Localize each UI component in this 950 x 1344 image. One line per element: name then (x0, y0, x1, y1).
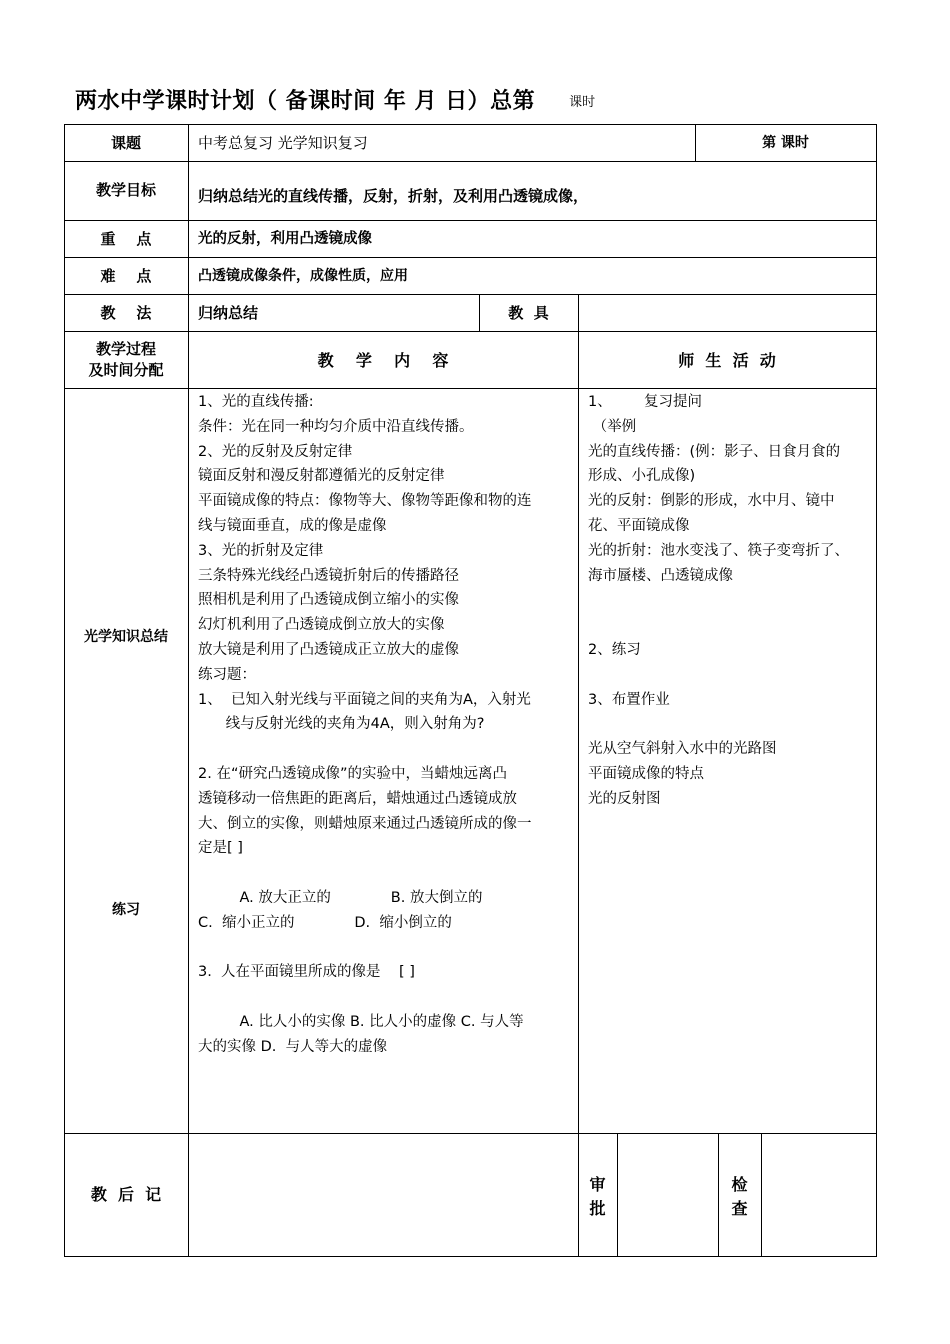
content-line (198, 985, 532, 1010)
activity-line: 光的直线传播：(例：影子、日食月食的 (588, 443, 841, 460)
page-title (75, 84, 595, 115)
content-line: 大、倒立的实像，则蜡烛原来通过凸透镜所成的像一 (198, 815, 532, 832)
teaching-content (198, 390, 532, 1060)
afterword-label: 教 后 记 (90, 1185, 162, 1204)
content-line: 3、光的折射及定律 (198, 542, 324, 559)
content-line: 幻灯机利用了凸透镜成倒立放大的实像 (198, 617, 445, 634)
content-line: 2、光的反射及反射定律 (198, 443, 353, 460)
summary-section-label: 光学知识总结 (84, 629, 168, 645)
check-line1: 检 (731, 1175, 748, 1194)
content-line: C. 缩小正立的 D. 缩小倒立的 (198, 914, 452, 931)
column-divider (188, 124, 189, 1257)
content-line: 大的实像 D. 与人等大的虚像 (198, 1038, 388, 1055)
topic-value: 中考总复习 光学知识复习 (198, 134, 368, 152)
content-header: 教 学 内 容 (317, 351, 449, 370)
objective-value: 归纳总结光的直线传播，反射，折射，及利用凸透镜成像， (198, 187, 589, 205)
table-border-right (876, 124, 877, 1257)
content-line (198, 936, 532, 961)
content-line: 三条特殊光线经凸透镜折射后的传播路径 (198, 567, 459, 584)
content-line: 线与镜面垂直，成的像是虚像 (198, 517, 387, 534)
content-line: 2. 在“研究凸透镜成像”的实验中，当蜡烛远离凸 (198, 765, 507, 782)
content-line: 镜面反射和漫反射都遵循光的反射定律 (198, 468, 445, 485)
activity-line: 光从空气斜射入水中的光路图 (588, 741, 777, 758)
row-divider (64, 388, 877, 389)
content-line: 线与反射光线的夹角为4A，则入射角为? (198, 716, 485, 733)
row-divider (64, 220, 877, 221)
row-divider (64, 1133, 877, 1134)
table-border-top (64, 124, 877, 125)
table-border-bottom (64, 1256, 877, 1257)
title-suffix: 课时 (569, 95, 596, 110)
activity-line (588, 613, 849, 638)
method-label: 教 法 (100, 304, 152, 322)
row-divider (64, 331, 877, 332)
content-line: 3. 人在平面镜里所成的像是 [ ] (198, 964, 415, 981)
content-line (198, 737, 532, 762)
content-line: A. 比人小的实像 B. 比人小的虚像 C. 与人等 (198, 1013, 524, 1030)
activity-line (588, 588, 849, 613)
key-point-label: 重 点 (100, 230, 152, 248)
difficulty-label: 难 点 (100, 267, 152, 285)
activity-line: 光的折射：池水变浅了、筷子变弯折了、 (588, 542, 849, 559)
topic-label: 课题 (110, 134, 141, 152)
content-line: 1、光的直线传播: (198, 394, 314, 410)
activity-header: 师 生 活 动 (678, 351, 776, 370)
table-border-left (64, 124, 65, 1257)
process-label-line2: 及时间分配 (88, 361, 164, 379)
activity-line: 形成、小孔成像) (588, 468, 696, 485)
content-line: 1、 已知入射光线与平面镜之间的夹角为A，入射光 (198, 691, 531, 708)
content-line: 平面镜成像的特点：像物等大、像物等距像和物的连 (198, 493, 532, 510)
column-divider (578, 294, 579, 1257)
difficulty-value: 凸透镜成像条件，成像性质，应用 (198, 268, 408, 284)
column-divider (761, 1133, 762, 1257)
content-line (198, 861, 532, 886)
check-label (718, 1173, 761, 1221)
content-line: 定是[ ] (198, 840, 243, 857)
content-line: 练习题： (198, 666, 256, 683)
activity-line: 光的反射：倒影的形成，水中月、镜中 (588, 493, 835, 510)
activity-line: 光的反射图 (588, 790, 661, 807)
approve-line2: 批 (589, 1199, 606, 1218)
row-divider (64, 257, 877, 258)
method-value: 归纳总结 (198, 304, 259, 322)
column-divider (617, 1133, 618, 1257)
activity-line (588, 663, 849, 688)
row-divider (64, 161, 877, 162)
practice-section-label: 练习 (112, 902, 140, 918)
content-line: A. 放大正立的 B. 放大倒立的 (198, 889, 483, 906)
lesson-number: 第 课时 (762, 135, 809, 151)
content-line: 放大镜是利用了凸透镜成正立放大的虚像 (198, 641, 459, 658)
tools-label: 教 具 (508, 304, 549, 322)
key-point-value: 光的反射，利用凸透镜成像 (198, 231, 372, 247)
title-main: 两水中学课时计划（ 备课时间 年 月 日）总第 (75, 89, 536, 114)
content-line: 照相机是利用了凸透镜成倒立缩小的实像 (198, 592, 459, 609)
process-label (64, 339, 188, 381)
activity-line: 2、练习 (588, 641, 641, 658)
activity-line: 海市蜃楼、凸透镜成像 (588, 567, 733, 584)
process-label-line1: 教学过程 (95, 340, 156, 358)
activity-line: 平面镜成像的特点 (588, 765, 704, 782)
activity-line: （举例 (588, 418, 637, 435)
objective-label: 教学目标 (95, 181, 156, 199)
activity-line (588, 712, 849, 737)
content-line: 透镜移动一倍焦距的距离后，蜡烛通过凸透镜成放 (198, 790, 517, 807)
teacher-student-activity (588, 390, 849, 812)
activity-line: 1、 复习提问 (588, 394, 702, 410)
content-line: 条件：光在同一种均匀介质中沿直线传播。 (198, 418, 474, 435)
check-line2: 查 (731, 1199, 748, 1218)
activity-line: 花、平面镜成像 (588, 517, 690, 534)
activity-line: 3、布置作业 (588, 691, 670, 708)
approve-label (578, 1173, 617, 1221)
approve-line1: 审 (589, 1175, 606, 1194)
row-divider (64, 294, 877, 295)
